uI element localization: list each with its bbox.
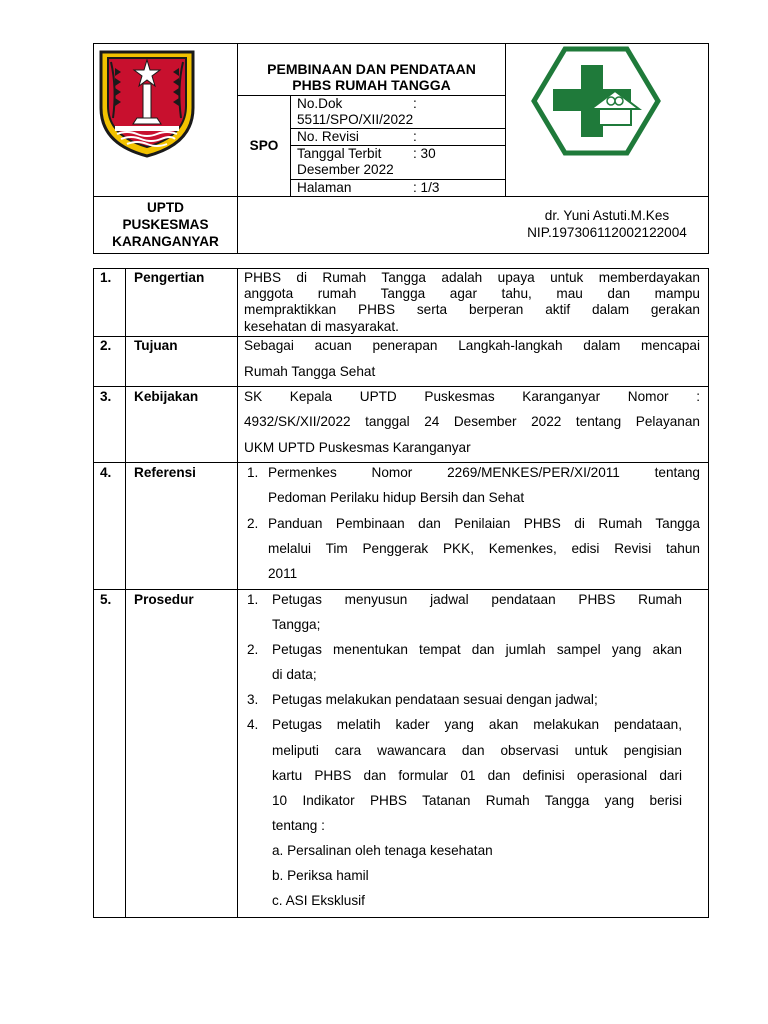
referensi-marker: 1. — [247, 465, 259, 480]
prosedur-line: Petugas menentukan tempat dan jumlah sampel yang akan — [272, 642, 682, 657]
prosedur-line: Tangga; — [272, 617, 321, 632]
pengertian-line: PHBS di Rumah Tangga adalah upaya untuk memberdayakan — [244, 270, 700, 285]
section-title-referensi: Referensi — [134, 465, 196, 480]
tanggal-terbit-label: Tanggal Terbit — [297, 146, 382, 161]
prosedur-marker: 1. — [247, 592, 259, 607]
section-number: 5. — [100, 592, 112, 607]
no-dok-value: 5511/SPO/XII/2022 — [297, 112, 414, 127]
pengertian-line: anggota rumah Tangga agar tahu, mau dan mampu — [244, 286, 700, 301]
section-title-pengertian: Pengertian — [134, 270, 205, 285]
prosedur-line: Petugas melakukan pendataan sesuai dengan jadwal; — [272, 692, 598, 707]
section-number: 4. — [100, 465, 112, 480]
prosedur-line: Petugas menyusun jadwal pendataan PHBS Rumah — [272, 592, 682, 607]
kebijakan-line: 4932/SK/XII/2022 tanggal 24 Desember 2022 tentang Pelayanan — [244, 414, 700, 429]
section-title-kebijakan: Kebijakan — [134, 389, 199, 404]
spo-label: SPO — [249, 138, 279, 153]
section-title-tujuan: Tujuan — [134, 338, 178, 353]
no-dok-colon: : — [413, 96, 417, 111]
org-name-line1: UPTD — [146, 200, 184, 215]
prosedur-line: meliputi cara wawancara dan observasi untuk pengisian — [272, 743, 682, 758]
no-revisi-colon: : — [413, 129, 417, 144]
referensi-line: Pedoman Perilaku hidup Bersih dan Sehat — [268, 490, 525, 505]
referensi-line: 2011 — [268, 566, 298, 581]
tanggal-terbit-value-line2: Desember 2022 — [297, 162, 394, 177]
pengertian-line: kesehatan di masyarakat. — [244, 319, 399, 334]
prosedur-subitem: b. Periksa hamil — [272, 868, 369, 883]
prosedur-line: 10 Indikator PHBS Tatanan Rumah Tangga yang berisi — [272, 793, 682, 808]
referensi-marker: 2. — [247, 516, 259, 531]
kebijakan-line: SK Kepala UPTD Puskesmas Karanganyar Nomor : — [244, 389, 700, 404]
org-name-line2: PUSKESMAS — [122, 217, 209, 232]
no-dok-label: No.Dok — [297, 96, 343, 111]
signer-nip: NIP.197306112002122004 — [527, 225, 687, 240]
tujuan-line: Sebagai acuan penerapan Langkah-langkah dalam mencapai — [244, 338, 700, 353]
prosedur-marker: 2. — [247, 642, 259, 657]
kebijakan-line: UKM UPTD Puskesmas Karanganyar — [244, 440, 471, 455]
org-name-line3: KARANGANYAR — [112, 234, 219, 249]
prosedur-marker: 4. — [247, 717, 259, 732]
section-number: 3. — [100, 389, 112, 404]
prosedur-line: kartu PHBS dan formular 01 dan definisi operasional dari — [272, 768, 682, 783]
prosedur-line: tentang : — [272, 818, 325, 833]
city-crest-icon — [97, 48, 197, 160]
no-revisi-label: No. Revisi — [297, 129, 359, 144]
halaman-label: Halaman — [297, 180, 352, 195]
referensi-line: Permenkes Nomor 2269/MENKES/PER/XI/2011 tentang — [268, 465, 700, 480]
prosedur-marker: 3. — [247, 692, 259, 707]
document-title-line1: PEMBINAAN DAN PENDATAAN — [267, 61, 476, 77]
prosedur-subitem: c. ASI Eksklusif — [272, 893, 365, 908]
referensi-line: Panduan Pembinaan dan Penilaian PHBS di Rumah Tangga — [268, 516, 700, 531]
tanggal-terbit-value: : 30 — [413, 146, 436, 161]
section-number: 1. — [100, 270, 112, 285]
prosedur-line: Petugas melatih kader yang akan melakukan pendataan, — [272, 717, 682, 732]
referensi-line: melalui Tim Penggerak PKK, Kemenkes, edisi Revisi tahun — [268, 541, 700, 556]
puskesmas-logo-icon — [531, 45, 661, 157]
pengertian-line: mempraktikkan PHBS serta berperan aktif dalam gerakan — [244, 302, 700, 317]
prosedur-subitem: a. Persalinan oleh tenaga kesehatan — [272, 843, 493, 858]
halaman-value: : 1/3 — [413, 180, 440, 195]
signer-name: dr. Yuni Astuti.M.Kes — [544, 208, 670, 223]
section-title-prosedur: Prosedur — [134, 592, 194, 607]
tujuan-line: Rumah Tangga Sehat — [244, 364, 376, 379]
prosedur-line: di data; — [272, 667, 317, 682]
document-title-line2: PHBS RUMAH TANGGA — [292, 77, 451, 93]
section-number: 2. — [100, 338, 112, 353]
